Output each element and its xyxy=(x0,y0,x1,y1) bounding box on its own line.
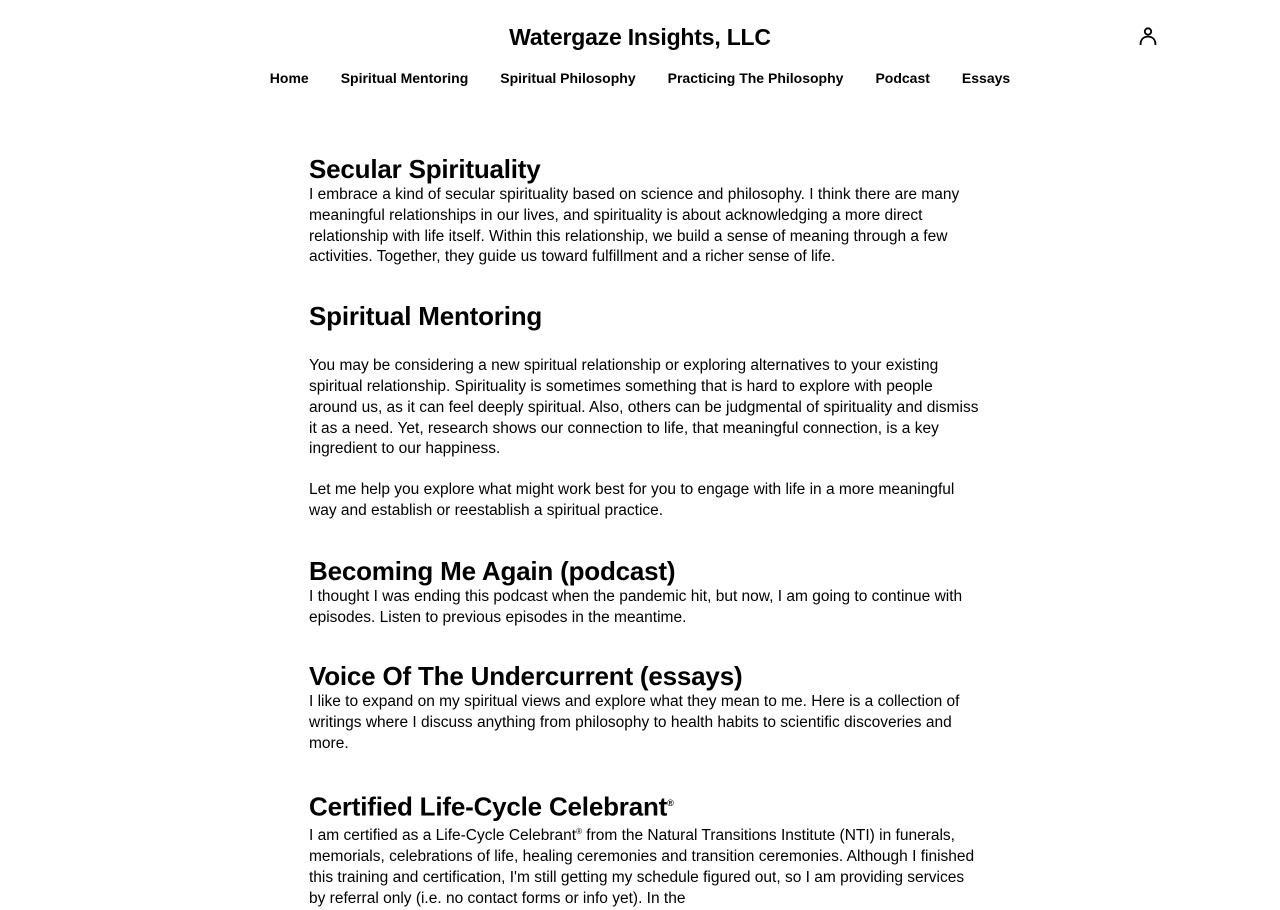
section-celebrant xyxy=(309,787,979,910)
site-title[interactable]: Watergaze Insights, LLC xyxy=(509,24,771,50)
person-icon xyxy=(1138,26,1158,46)
section-heading xyxy=(309,787,979,823)
nav-item-spiritual-philosophy[interactable]: Spiritual Philosophy xyxy=(500,70,636,86)
nav-item-spiritual-mentoring[interactable]: Spiritual Mentoring xyxy=(340,70,469,86)
nav-item-podcast[interactable]: Podcast xyxy=(875,70,930,86)
section-body: I thought I was ending this podcast when the pandemic hit, but now, I am going to continue with episodes. Listen to previous episodes in the meantime. xyxy=(309,587,963,626)
section-spiritual-mentoring xyxy=(309,300,979,522)
section-body: Let me help you explore what might work best for you to engage with life in a more meaningful way and establish or reestablish a spiritual practice. xyxy=(309,481,955,519)
registered-mark: ® xyxy=(667,797,674,808)
section-body-text: from the Natural Transitions Institute (NTI) in funerals, memorials, celebrations of life, healing ceremonies and transition ceremonies. Although I finished this training and certification, I'm still getting my schedule figured out, so I am providing services by referral only (i.e. no contact forms or info yet). In the xyxy=(309,827,975,907)
registered-mark: ® xyxy=(576,827,582,837)
account-button[interactable] xyxy=(1134,22,1162,50)
section-body: You may be considering a new spiritual relationship or exploring alternatives to your existing spiritual relationship. Spirituality is sometimes something that is hard to explore with people around us, as it can feel deeply spiritual. Also, others can be judgmental of spirituality and dismiss it as a need. Yet, research shows our connection to life, that meaningful connection, is a key ingredient to our happiness. xyxy=(309,357,979,458)
section-heading-text: Certified Life-Cycle Celebrant xyxy=(309,791,668,822)
section-podcast xyxy=(309,555,979,629)
section-secular-spirituality xyxy=(309,153,979,268)
section-body: I embrace a kind of secular spirituality based on science and philosophy. I think there are many meaningful relationships in our lives, and spirituality is about acknowledging a more direct relationship with life itself. Within this relationship, we build a sense of meaning through a few activities. Together, they guide us toward fulfillment and a richer sense of life. xyxy=(309,186,960,266)
main-nav xyxy=(0,68,1280,88)
nav-item-essays[interactable]: Essays xyxy=(961,70,1011,86)
section-essays xyxy=(309,660,979,754)
site-header xyxy=(0,0,1280,110)
nav-item-practicing-the-philosophy[interactable]: Practicing The Philosophy xyxy=(667,70,844,86)
section-heading: Becoming Me Again (podcast) xyxy=(309,555,676,586)
nav-item-home[interactable]: Home xyxy=(269,70,309,86)
section-body: I like to expand on my spiritual views and explore what they mean to me. Here is a collection of writings where I discuss anything from philosophy to health habits to scientific discoveries and more. xyxy=(309,693,960,752)
section-heading: Spiritual Mentoring xyxy=(309,301,543,332)
main-content xyxy=(309,153,979,910)
section-heading: Secular Spirituality xyxy=(309,154,541,184)
section-body-text: I am certified as a Life-Cycle Celebrant xyxy=(309,827,577,845)
section-heading: Voice Of The Undercurrent (essays) xyxy=(309,661,743,692)
section-body xyxy=(309,822,979,909)
